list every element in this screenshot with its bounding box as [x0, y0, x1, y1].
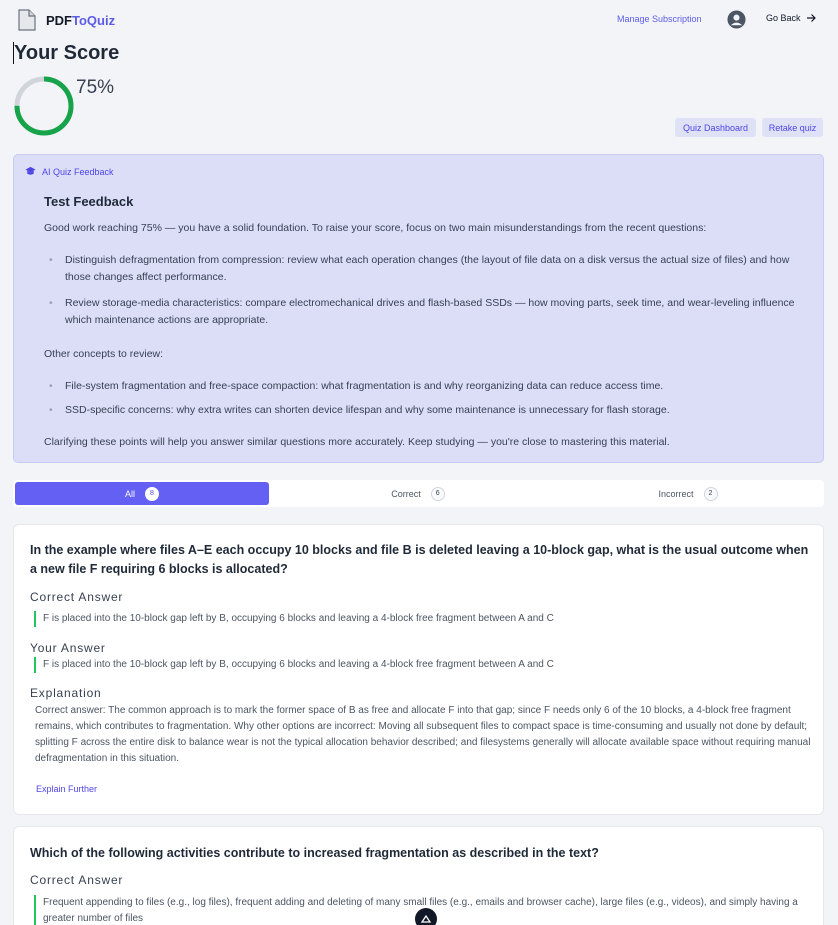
quiz-dashboard-button[interactable]: Quiz Dashboard: [675, 118, 756, 137]
correct-answer-text: Frequent appending to files (e.g., log files), frequent adding and deleting of many small files (e.g., emails and browser cache), large files (e.g., videos), and simply having a greater number of files: [34, 895, 804, 925]
score-percent: 75%: [76, 77, 115, 98]
go-back-label: Go Back: [766, 13, 801, 23]
user-avatar-icon[interactable]: [727, 10, 746, 29]
page-title: Your Score: [14, 42, 120, 64]
brand-name: PDFToQuiz: [46, 12, 116, 28]
correct-answer-label: Correct Answer: [30, 590, 124, 604]
feedback-title: Test Feedback: [44, 194, 134, 209]
explanation-label: Explanation: [30, 686, 102, 700]
feedback-bullet: • SSD-specific concerns: why extra writes can shorten device lifespan and why some maintenance is unnecessary for flash storage.: [50, 402, 812, 419]
feedback-bullet: • Review storage-media characteristics: compare electromechanical drives and flash-based SSDs — how moving parts, seek time, and wear-leveling influence which maintenance actions are appropriate.: [49, 297, 795, 326]
ai-feedback-panel: [13, 154, 824, 463]
score-ring: [12, 74, 76, 138]
feedback-closing: Clarifying these points will help you answer similar questions more accurately. Keep studying — you're close to mastering this material.: [44, 436, 670, 448]
bullet-dot: •: [49, 404, 53, 416]
feedback-intro: Good work reaching 75% — you have a solid foundation. To raise your score, focus on two main misunderstandings from the recent questions:: [44, 222, 707, 234]
question-text: In the example where files A–E each occupy 10 blocks and file B is deleted leaving a 10-block gap, what is the usual outcome when a new file F requiring 6 blocks is allocated?: [30, 543, 809, 576]
your-answer-text: F is placed into the 10-block gap left by B, occupying 6 blocks and leaving a 4-block free fragment between A and C: [34, 657, 804, 673]
retake-quiz-button[interactable]: Retake quiz: [762, 118, 823, 137]
triangle-logo-icon: [415, 908, 437, 925]
question-text: Which of the following activities contribute to increased fragmentation as described in the text?: [30, 846, 599, 860]
count-badge: 2: [704, 487, 718, 501]
app-header: [0, 0, 838, 40]
your-answer-label: Your Answer: [30, 641, 106, 655]
bullet-dot: •: [49, 254, 53, 266]
ai-feedback-label: AI Quiz Feedback: [25, 166, 114, 177]
count-badge: 6: [431, 487, 445, 501]
explain-further-link[interactable]: Explain Further: [36, 784, 98, 794]
question-card: [13, 524, 824, 815]
other-concepts-heading: Other concepts to review:: [44, 348, 164, 360]
arrow-right-icon: [806, 13, 816, 23]
manage-subscription-link[interactable]: Manage Subscription: [617, 14, 702, 24]
go-back-button[interactable]: [766, 13, 816, 23]
tab-incorrect[interactable]: Incorrect 2: [553, 482, 823, 505]
document-icon: [18, 9, 36, 31]
count-badge: 8: [145, 487, 159, 501]
explanation-text: Correct answer: The common approach is to mark the former space of B as free and allocate F into that gap; since F needs only 6 of the 10 blocks, a 4-block free fragment remains, which contributes to fragmentation. Why other options are incorrect: Moving all subsequent files to compact space is time-consuming and usually not done by default; splitting F across the entire disk to balance wear is not the typical allocation behavior described; and filesystems generally will allocate available space without requiring manual defragmentation in this situation.: [35, 705, 811, 764]
filter-tabs: [13, 480, 824, 507]
bullet-dot: •: [49, 297, 53, 309]
feedback-bullet: • Distinguish defragmentation from compression: review what each operation changes (the layout of file data on a disk versus the actual size of files) and how those changes affect performance.: [49, 254, 790, 283]
correct-answer-label: Correct Answer: [30, 873, 124, 887]
floating-action-button[interactable]: [415, 908, 437, 925]
feedback-bullet: • File-system fragmentation and free-space compaction: what fragmentation is and why reorganizing data can reduce access time.: [50, 378, 812, 395]
graduation-cap-icon: [25, 166, 36, 177]
bullet-dot: •: [49, 380, 53, 392]
correct-answer-text: F is placed into the 10-block gap left by B, occupying 6 blocks and leaving a 4-block free fragment between A and C: [34, 611, 804, 627]
brand-logo[interactable]: [18, 9, 115, 31]
tab-all[interactable]: All 8: [15, 482, 269, 505]
tab-correct[interactable]: Correct 6: [283, 482, 553, 505]
